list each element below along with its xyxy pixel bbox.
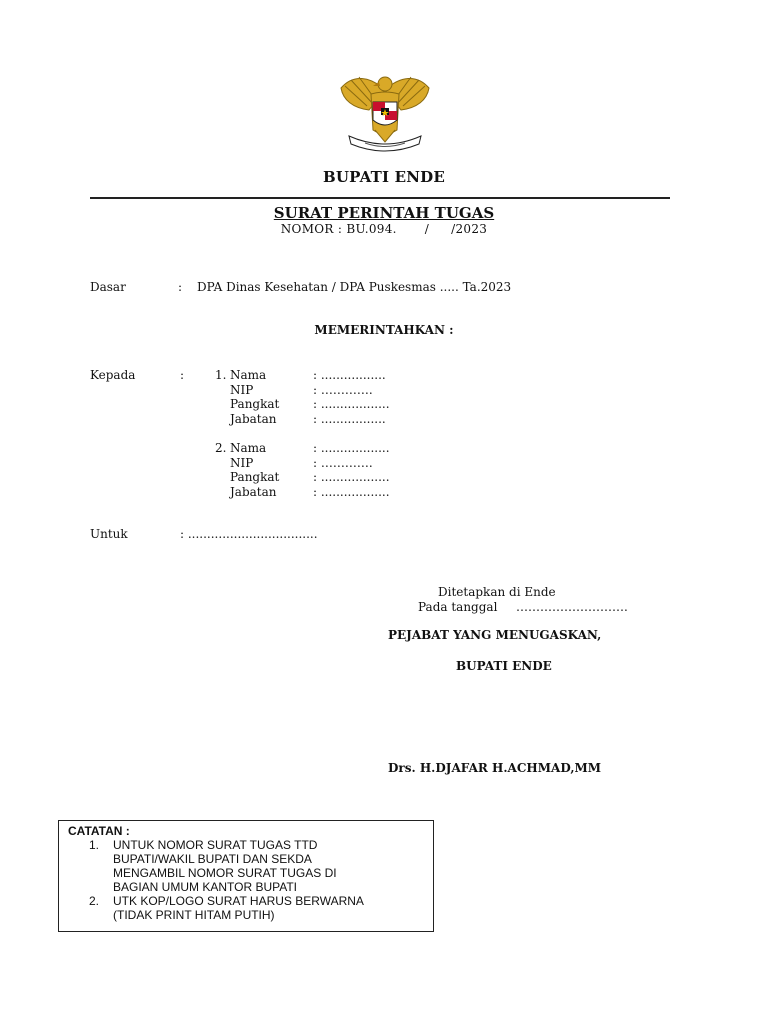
note-line: BAGIAN UMUM KANTOR BUPATI <box>113 880 298 894</box>
dasar-label: Dasar <box>90 280 126 294</box>
header-divider <box>90 197 670 199</box>
signatory-name: Drs. H.DJAFAR H.ACHMAD,MM <box>388 761 602 775</box>
note-box <box>58 820 434 932</box>
kepada-colon: : <box>180 368 185 382</box>
person-2-pangkat-label: Pangkat <box>230 470 280 484</box>
signature-office: BUPATI ENDE <box>456 659 552 673</box>
number-prefix: NOMOR : BU.094. <box>280 222 397 236</box>
dasar-colon: : <box>178 280 183 294</box>
person-2-nama-label: Nama <box>230 441 267 455</box>
person-1-nama-label: Nama <box>230 368 267 382</box>
person-1-pangkat-label: Pangkat <box>230 397 280 411</box>
untuk-label: Untuk <box>90 527 128 541</box>
note-line: BUPATI/WAKIL BUPATI DAN SEKDA <box>113 852 312 866</box>
signature-place: Ditetapkan di Ende <box>438 585 556 599</box>
signature-date-label: Pada tanggal <box>418 600 498 614</box>
dasar-value: DPA Dinas Kesehatan / DPA Puskesmas ..... Ta.2023 <box>197 280 512 294</box>
person-1-nip-value: : …………. <box>313 383 373 397</box>
untuk-value: : .................................. <box>180 527 318 541</box>
person-2-nip-label: NIP <box>230 456 254 470</box>
person-1-jabatan-value: : ................. <box>313 412 386 426</box>
note-title: CATATAN : <box>68 824 130 838</box>
note-item-1-number: 1. <box>89 838 100 852</box>
person-2-number: 2. <box>215 441 227 455</box>
document-title: SURAT PERINTAH TUGAS <box>273 204 495 222</box>
instruction-heading: MEMERINTAHKAN : <box>314 323 454 337</box>
garuda-emblem-icon <box>335 70 435 152</box>
person-1-pangkat-value: : .................. <box>313 397 390 411</box>
number-year: /2023 <box>451 222 488 236</box>
signature-date-value: ………………………. <box>516 600 628 614</box>
person-1-nama-value: : ................. <box>313 368 386 382</box>
document-number <box>0 222 768 236</box>
person-2-jabatan-label: Jabatan <box>230 485 277 499</box>
person-1-jabatan-label: Jabatan <box>230 412 277 426</box>
person-2-nip-value: : …………. <box>313 456 373 470</box>
note-line: UTK KOP/LOGO SURAT HARUS BERWARNA <box>113 894 364 908</box>
note-item-2-number: 2. <box>89 894 100 908</box>
note-line: MENGAMBIL NOMOR SURAT TUGAS DI <box>113 866 337 880</box>
person-2-nama-value: : .................. <box>313 441 390 455</box>
person-2-pangkat-value: : .................. <box>313 470 390 484</box>
person-2-jabatan-value: : .................. <box>313 485 390 499</box>
signature-role: PEJABAT YANG MENUGASKAN, <box>388 628 602 642</box>
number-slash: / <box>424 222 430 236</box>
note-line: UNTUK NOMOR SURAT TUGAS TTD <box>113 838 318 852</box>
person-1-number: 1. <box>215 368 227 382</box>
note-line: (TIDAK PRINT HITAM PUTIH) <box>113 908 275 922</box>
issuer-title: BUPATI ENDE <box>323 168 445 186</box>
person-1-nip-label: NIP <box>230 383 254 397</box>
kepada-label: Kepada <box>90 368 136 382</box>
